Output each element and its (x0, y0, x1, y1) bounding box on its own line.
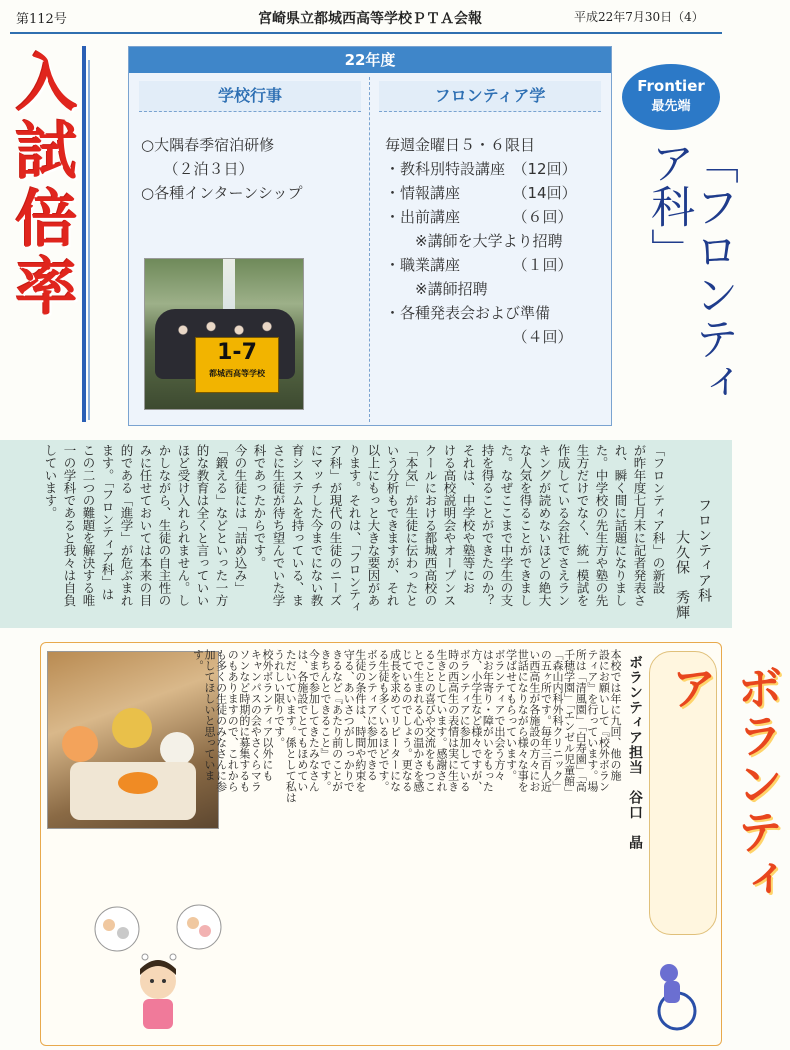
text-column: ほど受け入れられません。し (176, 444, 191, 607)
text-column: しています。 (43, 444, 58, 519)
volunteer-section (40, 642, 784, 1046)
list-item: ※講師を大学より招聘 (385, 232, 563, 250)
text-column: ただいています。係として私は (284, 649, 298, 803)
text-column: い西高生が各施設の方々にお (527, 649, 541, 792)
text-column: 所は「清風園」「白寿園」「高 (574, 649, 588, 792)
school-events-list (141, 133, 303, 205)
list-item: ・職業講座 （１回） (385, 256, 573, 274)
frontier-study-list (385, 133, 577, 349)
list-item: ○大隅春季宿泊研修 (141, 136, 275, 154)
text-column: にマッチした今までにない教 (309, 444, 324, 607)
text-column: が昨年度七月末に記者発表さ (632, 444, 647, 607)
text-column: 世話になりながら様々な事を (516, 649, 530, 792)
text-column: ります。それは、「フロンティ (347, 444, 362, 613)
text-column: た。中学校の先生方や塾の先 (594, 444, 609, 607)
text-column: いう分析もできますが、それ (385, 444, 400, 607)
text-column: ティア』を行っています。場 (585, 649, 599, 792)
person-shape (160, 732, 194, 766)
text-column: ることの喜びや交流をもつこ (423, 649, 437, 792)
list-item: ・教科別特設講座 （12回） (385, 160, 577, 178)
heading-rule-light (88, 60, 90, 420)
frontier-title: 「フロンティア科」 (643, 140, 738, 404)
food-shape (118, 772, 158, 794)
text-column: 校外ボランティア以外にも (261, 649, 274, 781)
text-column: 今の生徒には「詰め込み」 (233, 444, 248, 594)
text-column: 一の学科であると我々は自負 (62, 444, 77, 607)
text-column: 生徒の条件は、時間や約束を (353, 649, 367, 792)
header-rule (10, 32, 722, 34)
school-events-header: 学校行事 (139, 81, 361, 112)
text-column: 「森山内科外科クリニック」 (551, 649, 564, 792)
person-shape (112, 708, 152, 748)
text-column: じているのでしょう。更なる (400, 649, 414, 792)
person-shape (62, 726, 98, 762)
frontier-badge (622, 64, 720, 130)
class-sign (195, 337, 279, 393)
schedule-year: 22年度 (129, 47, 611, 73)
text-column: 生方だけでなく、統一模試を (575, 444, 590, 607)
children-illustration (89, 903, 227, 1031)
text-column: 「本気」が生徒に伝わったと (404, 444, 419, 607)
list-item: ○各種インターンシップ (141, 184, 303, 202)
text-column: 作成している会社でさえラン (556, 444, 571, 607)
text-column: 以上にもっと大きな要因があ (366, 444, 381, 607)
class-sign-number: 1-7 (217, 340, 257, 365)
list-item: ・出前講座 （６回） (385, 208, 573, 226)
text-column: ボランティアで出会う方々 (493, 649, 506, 781)
text-column: ける高校説明会やオープンス (442, 444, 457, 607)
text-column: 育システムを持っている、ま (290, 444, 305, 607)
text-column: な人気を得ることができまし (518, 444, 533, 607)
list-item: 毎週金曜日５・６限目 (385, 136, 536, 154)
text-column: の五ヶ所です。毎年三百人近 (539, 649, 553, 792)
newsletter-title: 宮崎県立都城西高等学校ＰＴＡ会報 (258, 11, 482, 27)
text-column: 科であったからです。 (252, 444, 267, 569)
text-column: はお年寄り・障がいをもった (481, 649, 495, 792)
text-column: 的である「進学」が危ぶまれ (119, 444, 134, 607)
entrance-heading-block (6, 40, 84, 425)
volunteer-byline: ボランティア担当 谷口 晶 (627, 655, 643, 850)
text-column: とで生まれる心の温かさを感 (411, 649, 425, 792)
text-column: 設にお願いして『校外ボラン (597, 649, 611, 792)
text-column: ボランティアに参加している (458, 649, 472, 792)
volunteer-title-block (649, 651, 784, 935)
text-column: ボランティアに参加できる (365, 649, 379, 781)
text-column: きちんとできること』です。 (319, 649, 332, 792)
text-column: 「フロンティア科」の新設 (651, 444, 666, 594)
text-column: れ、瞬く間に話題になりまし (613, 444, 628, 607)
text-column: うれしい限りです。 (272, 649, 286, 748)
text-column: さに生徒が待ち望んでいた学 (271, 444, 286, 607)
text-column: ア科」が現代の生徒のニーズ (328, 444, 343, 607)
volunteer-body (191, 649, 621, 1039)
text-column: クールにおける都城西高校の (423, 444, 438, 607)
text-column: 「鍛える」などといった一方 (214, 444, 229, 607)
frontier-byline-dept: フロンティア科 (696, 498, 712, 603)
text-column: す。 (191, 649, 205, 671)
list-item: ・情報講座 （14回） (385, 184, 577, 202)
text-column: 学ばせてもらっています。 (504, 649, 518, 781)
text-column: キャンパスの会やさくらマラ (249, 649, 263, 792)
frontier-badge-en: Frontier (637, 77, 705, 95)
entrance-heading: 入試倍率 (5, 50, 78, 322)
wheelchair-mascot-illustration (655, 953, 695, 1033)
list-item: （２泊３日） (141, 160, 254, 178)
frontier-title-block (632, 140, 738, 430)
frontier-byline-name: 大久保 秀輝 (674, 530, 690, 620)
column-divider (369, 77, 370, 422)
text-column: キングが読めないほどの絶大 (537, 444, 552, 607)
text-column: 守る、あいさつがしっかりで (342, 649, 356, 792)
heading-rule (82, 46, 86, 422)
list-item: （４回） (385, 328, 573, 346)
text-column: かしながら、生徒の自主性の (157, 444, 172, 607)
text-column: 持を得ることができたのか？ (480, 444, 495, 607)
text-column: は、各施設でとてもほめてい (295, 649, 309, 792)
text-column: それは、中学校や塾等にお (461, 444, 476, 594)
list-item: ※講師招聘 (385, 280, 488, 298)
text-column: のもありますので、これから (226, 649, 240, 792)
text-column: ソンなど時期的に募集するも (237, 649, 251, 792)
class-sign-school: 都城西高等学校 (209, 369, 265, 378)
text-column: 加してほしいと思っていま (203, 649, 216, 781)
text-column: みに任せておいては本来の目 (138, 444, 153, 607)
text-column: 成長を求めてリピーターにな (388, 649, 402, 792)
class-group-photo (144, 258, 304, 410)
text-column: 的な教育は全くと言っていい (195, 444, 210, 607)
issue-number: 第112号 (16, 12, 67, 27)
text-column: も多くの生徒のみなさんに参 (214, 649, 228, 792)
text-column: 時の西高生の表情は実に生き (446, 649, 460, 792)
text-column: る生徒も多くいるほどです。 (377, 649, 390, 792)
volunteer-title: ボランティア (664, 664, 784, 904)
text-column: 今まで参加してきたみなさん (307, 649, 321, 792)
text-column: きるなど『あたり前のことが (330, 649, 344, 792)
list-item: ・各種発表会および準備 (385, 304, 551, 322)
text-column: 生きとしています。感謝され (435, 649, 448, 792)
issue-date: 平成22年7月30日（4） (574, 10, 704, 24)
text-column: ます。「フロンティア科」は (100, 444, 115, 601)
frontier-study-header: フロンティア学 (379, 81, 601, 112)
text-column: 本校では年に九回、他の施 (609, 649, 622, 781)
frontier-badge-ja: 最先端 (651, 99, 691, 114)
text-column: た。なぜここまで中学生の支 (499, 444, 514, 607)
text-column: この二つの難題を解決する唯 (81, 444, 96, 607)
page-header (0, 0, 732, 40)
frontier-article (0, 440, 732, 628)
text-column: 方、小学生など様々ですが、 (469, 649, 483, 792)
text-column: 千穂学園」「エンゼル児童館」 (562, 649, 576, 798)
